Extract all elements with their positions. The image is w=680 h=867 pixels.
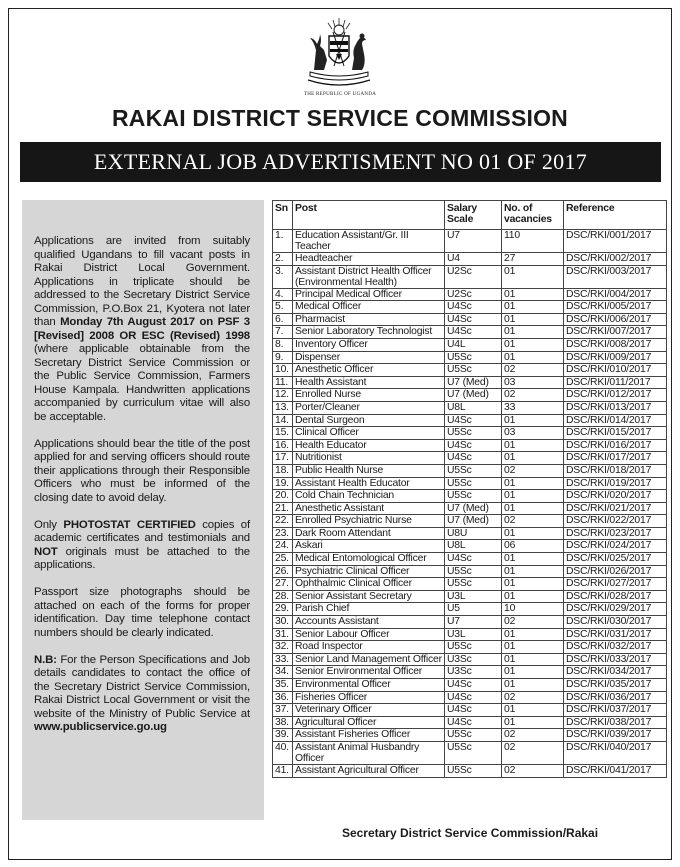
cell-reference: DSC/RKI/002/2017 [564, 253, 667, 266]
cell-sn: 37. [273, 704, 293, 717]
cell-salary-scale: U5Sc [445, 351, 502, 364]
table-row [273, 628, 667, 641]
cell-post: Ophthalmic Clinical Officer [293, 578, 445, 591]
cell-post: Inventory Officer [293, 338, 445, 351]
cell-reference: DSC/RKI/030/2017 [564, 616, 667, 629]
cell-reference: DSC/RKI/010/2017 [564, 364, 667, 377]
cell-salary-scale: U4Sc [445, 326, 502, 339]
cell-post: Assistant Health Educator [293, 477, 445, 490]
cell-vacancies: 110 [502, 230, 564, 253]
cell-post: Senior Assistant Secretary [293, 590, 445, 603]
cell-salary-scale: U5Sc [445, 565, 502, 578]
cell-salary-scale: U8L [445, 540, 502, 553]
cell-sn: 13. [273, 401, 293, 414]
cell-vacancies: 01 [502, 490, 564, 503]
table-row [273, 502, 667, 515]
cell-post: Assistant District Health Officer (Environmental Health) [293, 265, 445, 288]
cell-reference: DSC/RKI/026/2017 [564, 565, 667, 578]
table-row [273, 288, 667, 301]
cell-vacancies: 01 [502, 578, 564, 591]
table-row [273, 666, 667, 679]
paragraph-nb [34, 654, 250, 735]
cell-sn: 8. [273, 338, 293, 351]
cell-post: Senior Labour Officer [293, 628, 445, 641]
cell-sn: 2. [273, 253, 293, 266]
cell-salary-scale: U4Sc [445, 716, 502, 729]
table-row [273, 414, 667, 427]
cell-post: Pharmacist [293, 313, 445, 326]
table-row [273, 704, 667, 717]
cell-sn: 41. [273, 764, 293, 777]
cell-salary-scale: U5 [445, 603, 502, 616]
cell-salary-scale: U8U [445, 527, 502, 540]
cell-salary-scale: U7 [445, 616, 502, 629]
cell-salary-scale: U4Sc [445, 439, 502, 452]
cell-post: Assistant Agricultural Officer [293, 764, 445, 777]
cell-vacancies: 02 [502, 729, 564, 742]
cell-post: Dispenser [293, 351, 445, 364]
table-row [273, 401, 667, 414]
p1-text-b: (where applicable obtainable from the Secretary District Service Commission or the Public Service Commission, Farmers House Kampala. Handwritten applications accompanied by curriculum vitae will also be acceptable. [34, 343, 250, 423]
cell-reference: DSC/RKI/029/2017 [564, 603, 667, 616]
p3-text-b: copies of academic certificates and testimonials and [34, 518, 250, 544]
table-row [273, 590, 667, 603]
cell-vacancies: 01 [502, 679, 564, 692]
cell-reference: DSC/RKI/024/2017 [564, 540, 667, 553]
cell-post: Principal Medical Officer [293, 288, 445, 301]
cell-sn: 18. [273, 464, 293, 477]
cell-salary-scale: U4Sc [445, 414, 502, 427]
cell-sn: 27. [273, 578, 293, 591]
cell-vacancies: 06 [502, 540, 564, 553]
cell-salary-scale: U7 (Med) [445, 515, 502, 528]
cell-sn: 5. [273, 301, 293, 314]
instructions-text [34, 235, 250, 748]
cell-sn: 3. [273, 265, 293, 288]
p3-text-c: originals must be attached to the applications. [34, 545, 250, 571]
cell-salary-scale: U7 (Med) [445, 376, 502, 389]
cell-salary-scale: U5Sc [445, 729, 502, 742]
cell-salary-scale: U7 (Med) [445, 389, 502, 402]
header-vacancies: No. of vacancies [502, 201, 564, 230]
cell-reference: DSC/RKI/005/2017 [564, 301, 667, 314]
nb-label: N.B: [34, 653, 57, 666]
signatory: Secretary District Service Commission/Rakai [341, 826, 599, 840]
cell-reference: DSC/RKI/015/2017 [564, 427, 667, 440]
cell-sn: 38. [273, 716, 293, 729]
cell-reference: DSC/RKI/014/2017 [564, 414, 667, 427]
cell-vacancies: 01 [502, 628, 564, 641]
cell-vacancies: 01 [502, 553, 564, 566]
cell-sn: 28. [273, 590, 293, 603]
table-row [273, 515, 667, 528]
cell-sn: 6. [273, 313, 293, 326]
cell-vacancies: 02 [502, 764, 564, 777]
cell-post: Porter/Cleaner [293, 401, 445, 414]
deadline-text: Monday 7th August 2017 on PSF 3 [Revised] 2008 OR ESC (Revised) 1998 [34, 316, 250, 342]
table-row [273, 439, 667, 452]
table-row [273, 616, 667, 629]
cell-reference: DSC/RKI/035/2017 [564, 679, 667, 692]
cell-sn: 10. [273, 364, 293, 377]
cell-vacancies: 01 [502, 666, 564, 679]
table-row [273, 653, 667, 666]
cell-salary-scale: U4L [445, 338, 502, 351]
cell-vacancies: 01 [502, 338, 564, 351]
cell-sn: 25. [273, 553, 293, 566]
cell-post: Headteacher [293, 253, 445, 266]
table-row [273, 326, 667, 339]
cell-salary-scale: U5Sc [445, 490, 502, 503]
not-text: NOT [34, 545, 58, 558]
cell-post: Anesthetic Assistant [293, 502, 445, 515]
table-row [273, 679, 667, 692]
cell-post: Environmental Officer [293, 679, 445, 692]
cell-vacancies: 01 [502, 641, 564, 654]
cell-post: Senior Environmental Officer [293, 666, 445, 679]
cell-post: Medical Officer [293, 301, 445, 314]
advert-title-banner: EXTERNAL JOB ADVERTISMENT NO 01 OF 2017 [20, 142, 661, 182]
table-row [273, 578, 667, 591]
table-row [273, 230, 667, 253]
cell-vacancies: 02 [502, 389, 564, 402]
table-row [273, 729, 667, 742]
cell-post: Psychiatric Clinical Officer [293, 565, 445, 578]
cell-salary-scale: U7 (Med) [445, 502, 502, 515]
cell-salary-scale: U2Sc [445, 265, 502, 288]
cell-vacancies: 01 [502, 313, 564, 326]
cell-sn: 24. [273, 540, 293, 553]
cell-reference: DSC/RKI/040/2017 [564, 741, 667, 764]
vacancies-table-container [272, 200, 666, 778]
table-row [273, 427, 667, 440]
vacancies-table [272, 200, 667, 778]
table-row [273, 490, 667, 503]
cell-reference: DSC/RKI/013/2017 [564, 401, 667, 414]
cell-salary-scale: U3Sc [445, 653, 502, 666]
cell-vacancies: 02 [502, 616, 564, 629]
cell-salary-scale: U4Sc [445, 691, 502, 704]
cell-post: Education Assistant/Gr. III Teacher [293, 230, 445, 253]
page-title: RAKAI DISTRICT SERVICE COMMISSION [112, 105, 568, 131]
cell-post: Health Assistant [293, 376, 445, 389]
cell-post: Anesthetic Officer [293, 364, 445, 377]
cell-vacancies: 01 [502, 704, 564, 717]
cell-salary-scale: U5Sc [445, 464, 502, 477]
cell-sn: 32. [273, 641, 293, 654]
cell-reference: DSC/RKI/032/2017 [564, 641, 667, 654]
cell-post: Enrolled Nurse [293, 389, 445, 402]
cell-vacancies: 03 [502, 427, 564, 440]
cell-reference: DSC/RKI/022/2017 [564, 515, 667, 528]
table-row [273, 452, 667, 465]
cell-vacancies: 01 [502, 527, 564, 540]
cell-reference: DSC/RKI/039/2017 [564, 729, 667, 742]
cell-reference: DSC/RKI/038/2017 [564, 716, 667, 729]
table-row [273, 553, 667, 566]
cell-salary-scale: U4Sc [445, 452, 502, 465]
cell-salary-scale: U4 [445, 253, 502, 266]
cell-post: Askari [293, 540, 445, 553]
table-row [273, 364, 667, 377]
cell-sn: 29. [273, 603, 293, 616]
cell-reference: DSC/RKI/037/2017 [564, 704, 667, 717]
cell-reference: DSC/RKI/025/2017 [564, 553, 667, 566]
cell-sn: 19. [273, 477, 293, 490]
cell-post: Senior Land Management Officer [293, 653, 445, 666]
cell-salary-scale: U4Sc [445, 313, 502, 326]
cell-vacancies: 01 [502, 351, 564, 364]
cell-post: Fisheries Officer [293, 691, 445, 704]
paragraph-application-title: Applications should bear the title of the post applied for and serving officers should route their applications through their Responsible Officers who must be informed of the closing date to avoid delay. [34, 437, 250, 504]
cell-post: Accounts Assistant [293, 616, 445, 629]
cell-vacancies: 33 [502, 401, 564, 414]
cell-reference: DSC/RKI/041/2017 [564, 764, 667, 777]
cell-sn: 17. [273, 452, 293, 465]
paragraph-photographs: Passport size photographs should be attached on each of the forms for proper identification. Day time telephone contact numbers should be clearly indicated. [34, 586, 250, 639]
cell-sn: 34. [273, 666, 293, 679]
cell-salary-scale: U5Sc [445, 764, 502, 777]
table-header-row [273, 201, 667, 230]
cell-reference: DSC/RKI/011/2017 [564, 376, 667, 389]
header-post: Post [293, 201, 445, 230]
cell-post: Assistant Animal Husbandry Officer [293, 741, 445, 764]
cell-vacancies: 01 [502, 590, 564, 603]
cell-salary-scale: U3Sc [445, 666, 502, 679]
cell-reference: DSC/RKI/007/2017 [564, 326, 667, 339]
cell-post: Clinical Officer [293, 427, 445, 440]
cell-reference: DSC/RKI/019/2017 [564, 477, 667, 490]
cell-post: Parish Chief [293, 603, 445, 616]
header-reference: Reference [564, 201, 667, 230]
cell-post: Dental Surgeon [293, 414, 445, 427]
table-row [273, 376, 667, 389]
cell-vacancies: 02 [502, 364, 564, 377]
cell-salary-scale: U5Sc [445, 641, 502, 654]
table-row [273, 603, 667, 616]
cell-reference: DSC/RKI/004/2017 [564, 288, 667, 301]
cell-reference: DSC/RKI/023/2017 [564, 527, 667, 540]
table-row [273, 477, 667, 490]
cell-sn: 7. [273, 326, 293, 339]
paragraph-certificates [34, 519, 250, 573]
cell-reference: DSC/RKI/012/2017 [564, 389, 667, 402]
cell-vacancies: 01 [502, 301, 564, 314]
p3-text-a: Only [34, 518, 64, 531]
cell-salary-scale: U4Sc [445, 301, 502, 314]
cell-vacancies: 01 [502, 452, 564, 465]
cell-sn: 14. [273, 414, 293, 427]
cell-reference: DSC/RKI/006/2017 [564, 313, 667, 326]
cell-reference: DSC/RKI/027/2017 [564, 578, 667, 591]
cell-vacancies: 02 [502, 741, 564, 764]
cell-sn: 16. [273, 439, 293, 452]
cell-salary-scale: U3L [445, 590, 502, 603]
table-row [273, 265, 667, 288]
cell-salary-scale: U4Sc [445, 704, 502, 717]
cell-salary-scale: U8L [445, 401, 502, 414]
table-row [273, 527, 667, 540]
table-row [273, 253, 667, 266]
cell-reference: DSC/RKI/009/2017 [564, 351, 667, 364]
cell-post: Enrolled Psychiatric Nurse [293, 515, 445, 528]
nb-text: For the Person Specifications and Job details candidates to contact the office of the Secretary District Service Commission, Rakai District Local Government or visit the website of the Ministry of Public Service at [34, 653, 250, 720]
cell-vacancies: 01 [502, 414, 564, 427]
cell-post: Public Health Nurse [293, 464, 445, 477]
table-row [273, 464, 667, 477]
cell-salary-scale: U5Sc [445, 364, 502, 377]
cell-post: Road Inspector [293, 641, 445, 654]
cell-vacancies: 01 [502, 326, 564, 339]
cell-vacancies: 01 [502, 265, 564, 288]
website-link[interactable]: www.publicservice.go.ug [34, 721, 167, 733]
cell-sn: 9. [273, 351, 293, 364]
cell-sn: 15. [273, 427, 293, 440]
cell-sn: 12. [273, 389, 293, 402]
cell-vacancies: 02 [502, 464, 564, 477]
cell-salary-scale: U7 [445, 230, 502, 253]
cell-vacancies: 03 [502, 376, 564, 389]
table-row [273, 389, 667, 402]
cell-sn: 35. [273, 679, 293, 692]
cell-post: Health Educator [293, 439, 445, 452]
photostat-certified-text: PHOTOSTAT CERTIFIED [63, 518, 196, 531]
cell-reference: DSC/RKI/018/2017 [564, 464, 667, 477]
cell-sn: 33. [273, 653, 293, 666]
cell-salary-scale: U5Sc [445, 741, 502, 764]
table-row [273, 716, 667, 729]
cell-sn: 22. [273, 515, 293, 528]
paragraph-application-instructions [34, 235, 250, 424]
cell-post: Dark Room Attendant [293, 527, 445, 540]
cell-post: Senior Laboratory Technologist [293, 326, 445, 339]
uganda-coat-of-arms-icon [300, 14, 378, 92]
cell-sn: 31. [273, 628, 293, 641]
cell-salary-scale: U4Sc [445, 553, 502, 566]
cell-salary-scale: U5Sc [445, 427, 502, 440]
cell-reference: DSC/RKI/036/2017 [564, 691, 667, 704]
cell-sn: 20. [273, 490, 293, 503]
cell-reference: DSC/RKI/020/2017 [564, 490, 667, 503]
cell-post: Agricultural Officer [293, 716, 445, 729]
cell-reference: DSC/RKI/021/2017 [564, 502, 667, 515]
cell-sn: 1. [273, 230, 293, 253]
table-row [273, 741, 667, 764]
cell-sn: 36. [273, 691, 293, 704]
cell-salary-scale: U3L [445, 628, 502, 641]
cell-vacancies: 01 [502, 477, 564, 490]
cell-vacancies: 02 [502, 515, 564, 528]
cell-salary-scale: U5Sc [445, 477, 502, 490]
cell-reference: DSC/RKI/008/2017 [564, 338, 667, 351]
cell-post: Veterinary Officer [293, 704, 445, 717]
cell-vacancies: 01 [502, 288, 564, 301]
cell-post: Medical Entomological Officer [293, 553, 445, 566]
cell-reference: DSC/RKI/034/2017 [564, 666, 667, 679]
cell-salary-scale: U2Sc [445, 288, 502, 301]
cell-vacancies: 01 [502, 502, 564, 515]
header-salary-scale: Salary Scale [445, 201, 502, 230]
cell-vacancies: 01 [502, 653, 564, 666]
table-row [273, 338, 667, 351]
cell-sn: 23. [273, 527, 293, 540]
table-row [273, 351, 667, 364]
cell-reference: DSC/RKI/033/2017 [564, 653, 667, 666]
cell-sn: 11. [273, 376, 293, 389]
cell-sn: 21. [273, 502, 293, 515]
cell-salary-scale: U4Sc [445, 679, 502, 692]
cell-vacancies: 10 [502, 603, 564, 616]
p1-text-a: Applications are invited from suitably qualified Ugandans to fill vacant posts in Rakai District Local Government. Applications in triplicate should be addressed to the Secretary District Service Commission, P.O.Box 21, Kyotera not later than [34, 235, 250, 328]
cell-reference: DSC/RKI/031/2017 [564, 628, 667, 641]
crest-caption: THE REPUBLIC OF UGANDA [303, 92, 377, 97]
cell-sn: 30. [273, 616, 293, 629]
cell-vacancies: 02 [502, 691, 564, 704]
cell-sn: 40. [273, 741, 293, 764]
cell-reference: DSC/RKI/016/2017 [564, 439, 667, 452]
cell-reference: DSC/RKI/028/2017 [564, 590, 667, 603]
cell-post: Assistant Fisheries Officer [293, 729, 445, 742]
cell-post: Cold Chain Technician [293, 490, 445, 503]
table-row [273, 764, 667, 777]
table-row [273, 565, 667, 578]
cell-sn: 39. [273, 729, 293, 742]
table-row [273, 641, 667, 654]
table-row [273, 540, 667, 553]
cell-reference: DSC/RKI/001/2017 [564, 230, 667, 253]
cell-vacancies: 27 [502, 253, 564, 266]
table-row [273, 691, 667, 704]
table-row [273, 301, 667, 314]
cell-sn: 26. [273, 565, 293, 578]
cell-sn: 4. [273, 288, 293, 301]
cell-reference: DSC/RKI/017/2017 [564, 452, 667, 465]
cell-reference: DSC/RKI/003/2017 [564, 265, 667, 288]
table-row [273, 313, 667, 326]
cell-vacancies: 01 [502, 439, 564, 452]
cell-vacancies: 01 [502, 565, 564, 578]
cell-salary-scale: U5Sc [445, 578, 502, 591]
cell-vacancies: 01 [502, 716, 564, 729]
header-sn: Sn [273, 201, 293, 230]
cell-post: Nutritionist [293, 452, 445, 465]
